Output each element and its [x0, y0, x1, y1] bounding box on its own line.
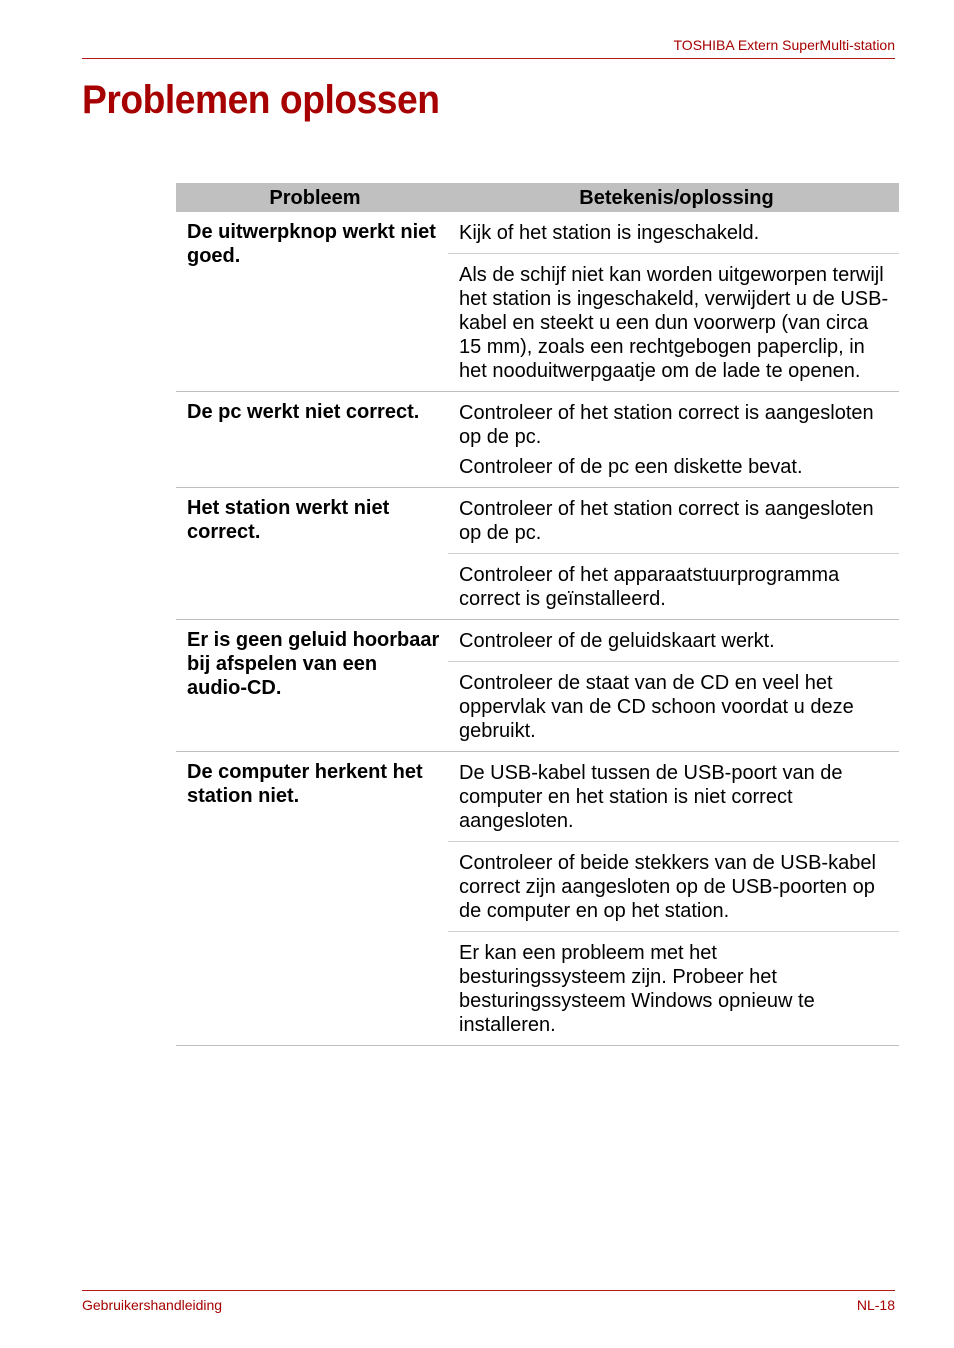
solution-cell	[448, 554, 899, 619]
solution-cell	[448, 662, 899, 751]
solution-cells	[448, 488, 899, 619]
solution-cells	[448, 212, 899, 391]
solution-text: Controleer of de geluidskaart werkt.	[459, 630, 775, 652]
solution-cell	[448, 620, 899, 662]
problem-cell: Er is geen geluid hoorbaar bij afspelen van een audio-CD.	[187, 629, 440, 699]
solution-cell	[448, 254, 899, 391]
solution-cell	[448, 488, 899, 554]
problem-cell: De computer herkent het station niet.	[187, 761, 423, 807]
page-number: NL-18	[856, 1297, 895, 1313]
problem-cell: De uitwerpknop werkt niet goed.	[187, 221, 436, 267]
footer-manual-name: Gebruikershandleiding	[82, 1297, 223, 1313]
running-header: TOSHIBA Extern SuperMulti-station	[673, 37, 895, 53]
solution-text: Als de schijf niet kan worden uitgeworpen terwijl het station is ingeschakeld, verwijdert u de USB-kabel en steekt u een dun voorwerp (van circa 15 mm), zoals een rechtgebogen paperclip, in het nooduitwerpgaatje om de lade te openen.	[459, 264, 889, 382]
solution-text: Kijk of het station is ingeschakeld.	[459, 222, 760, 244]
solution-cell	[448, 752, 899, 842]
solution-cells	[448, 392, 899, 487]
column-header-problem: Probleem	[269, 186, 361, 209]
table-row	[176, 620, 899, 752]
problem-cell: De pc werkt niet correct.	[187, 401, 420, 423]
footer-rule	[82, 1290, 895, 1291]
problem-cell: Het station werkt niet correct.	[187, 497, 390, 543]
header-rule	[82, 58, 895, 59]
solution-text: Er kan een probleem met het besturingssysteem zijn. Probeer het besturingssysteem Windows opnieuw te installeren.	[459, 942, 815, 1036]
solution-text: Controleer of het station correct is aangesloten op de pc.	[459, 402, 874, 448]
solution-cell	[448, 392, 899, 487]
solution-cell	[448, 212, 899, 254]
solution-cells	[448, 752, 899, 1045]
solution-text: De USB-kabel tussen de USB-poort van de computer en het station is niet correct aangesloten.	[459, 762, 843, 832]
solution-text: Controleer of het apparaatstuurprogramma correct is geïnstalleerd.	[459, 564, 840, 610]
table-header-row	[176, 183, 899, 212]
troubleshooting-table	[176, 183, 899, 1046]
solution-text: Controleer de staat van de CD en veel het oppervlak van de CD schoon voordat u deze gebruikt.	[459, 672, 854, 742]
table-row	[176, 212, 899, 392]
table-row	[176, 752, 899, 1046]
column-header-solution: Betekenis/oplossing	[579, 186, 774, 209]
table-row	[176, 488, 899, 620]
solution-cell	[448, 842, 899, 932]
table-row	[176, 392, 899, 488]
page-title: Problemen oplossen	[82, 78, 440, 122]
solution-text: Controleer of beide stekkers van de USB-kabel correct zijn aangesloten op de USB-poorten op de computer en op het station.	[459, 852, 876, 922]
solution-cells	[448, 620, 899, 751]
solution-cell	[448, 932, 899, 1045]
solution-text: Controleer of de pc een diskette bevat.	[459, 456, 803, 478]
solution-text: Controleer of het station correct is aangesloten op de pc.	[459, 498, 874, 544]
